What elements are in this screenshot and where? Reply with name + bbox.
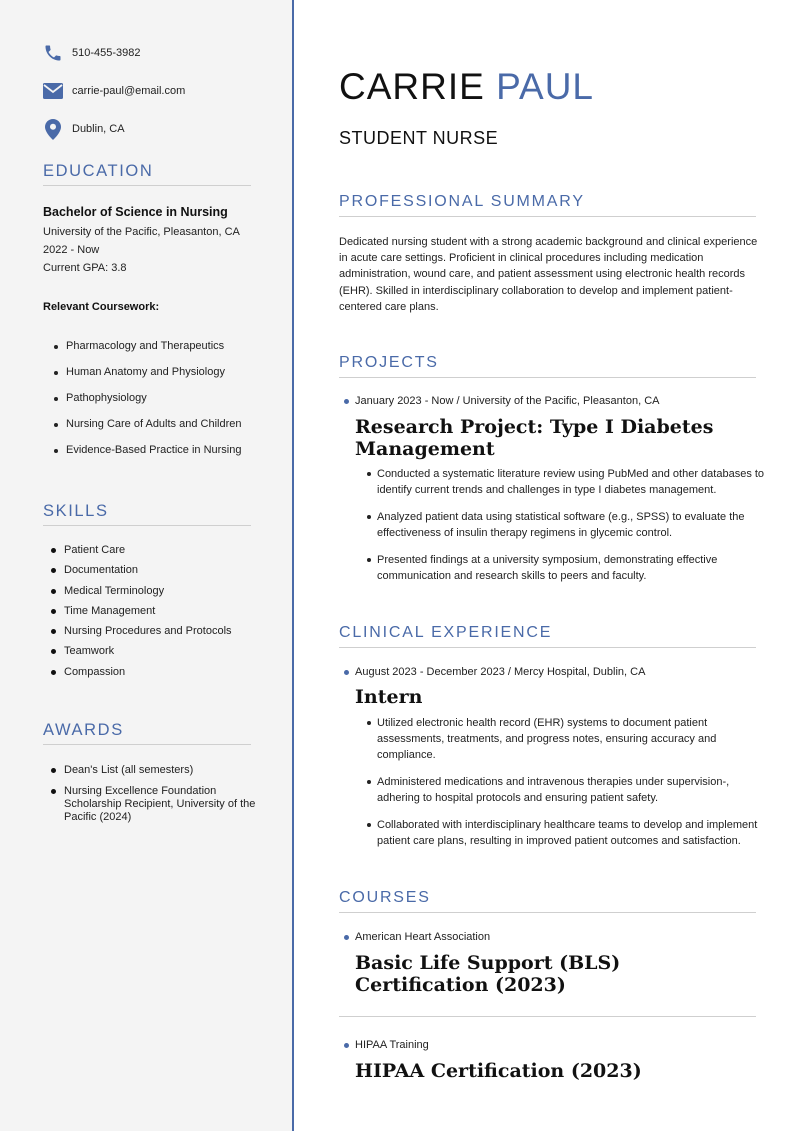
list-item: Teamwork [64,645,232,657]
course-divider [339,1016,756,1017]
contact-location [43,119,125,139]
projects-heading: PROJECTS [339,354,756,378]
phone-icon [43,43,63,63]
list-item: Time Management [64,605,232,617]
sidebar [0,0,294,1131]
email-icon [43,81,63,101]
education-dates: 2022 - Now [43,244,100,256]
list-item: Pathophysiology [66,392,241,404]
contact-phone [43,43,141,63]
list-item: Documentation [64,564,232,576]
list-item: Patient Care [64,544,232,556]
list-item: Utilized electronic health record (EHR) systems to document patient assessments, treatments, and progress notes, ensuring accuracy and compliance. [377,715,772,764]
list-item: Human Anatomy and Physiology [66,366,241,378]
last-name: PAUL [496,66,595,107]
list-item: Nursing Care of Adults and Children [66,418,242,430]
school: University of the Pacific, Pleasanton, CA [43,226,240,238]
contact-email [43,81,185,101]
course-provider: American Heart Association [355,931,491,943]
email-address: carrie-paul@email.com [72,85,186,97]
project-title: Research Project: Type I Diabetes Management [355,416,714,460]
courses-heading: COURSES [339,889,756,913]
list-item: Nursing Excellence Foundation Scholarship Recipient, University of the Pacific (2024) [64,785,274,824]
location-text: Dublin, CA [72,123,125,135]
course-provider: HIPAA Training [355,1039,429,1051]
list-item: Conducted a systematic literature review using PubMed and other databases to identify current trends and challenges in type I diabetes management. [377,466,772,498]
awards-heading: AWARDS [43,721,251,745]
first-name: CARRIE [339,66,485,107]
list-item: Presented findings at a university symposium, demonstrating effective communication and research skills to peers and faculty. [377,552,772,584]
list-item: Dean's List (all semesters) [64,764,274,777]
list-item: Evidence-Based Practice in Nursing [66,444,242,456]
coursework-title: Relevant Coursework: [43,301,160,313]
list-item: Analyzed patient data using statistical software (e.g., SPSS) to evaluate the effectiveness of insulin therapy regimens in glycemic control. [377,509,772,541]
experience-bullets [377,715,772,849]
job-title: STUDENT NURSE [339,128,499,148]
phone-number: 510-455-3982 [72,47,141,59]
course-title: HIPAA Certification (2023) [355,1060,642,1082]
summary-text: Dedicated nursing student with a strong academic background and clinical experience in acute care settings. Proficient in clinical procedures including medication administration, wound care, and patient assessment using electronic health records (EHR). Skilled in interdisciplinary collaboration to develop and implement patient-centered care plans. [339,236,758,313]
project-bullets [377,466,772,584]
education-heading: EDUCATION [43,162,251,186]
candidate-name [339,66,594,108]
list-item: Pharmacology and Therapeutics [66,340,241,352]
list-item: Administered medications and intravenous therapies under supervision-, adhering to hospital protocols and ensuring patient safety. [377,774,772,806]
skills-heading: SKILLS [43,502,251,526]
skills-list [64,544,232,678]
gpa: Current GPA: 3.8 [43,262,127,274]
list-item: Medical Terminology [64,585,232,597]
degree: Bachelor of Science in Nursing [43,205,228,219]
course-title: Basic Life Support (BLS) Certification (2023) [355,952,621,996]
location-pin-icon [43,119,63,139]
list-item: Nursing Procedures and Protocols [64,625,232,638]
summary-heading: PROFESSIONAL SUMMARY [339,193,756,217]
project-meta: January 2023 - Now / University of the Pacific, Pleasanton, CA [355,395,660,407]
list-item: Compassion [64,666,232,678]
experience-meta: August 2023 - December 2023 / Mercy Hospital, Dublin, CA [355,666,646,678]
list-item: Collaborated with interdisciplinary healthcare teams to develop and implement patient care plans, resulting in improved patient outcomes and satisfaction. [377,817,772,849]
coursework-list [66,340,241,456]
experience-title: Intern [355,686,423,708]
experience-heading: CLINICAL EXPERIENCE [339,624,756,648]
awards-list [64,764,274,824]
